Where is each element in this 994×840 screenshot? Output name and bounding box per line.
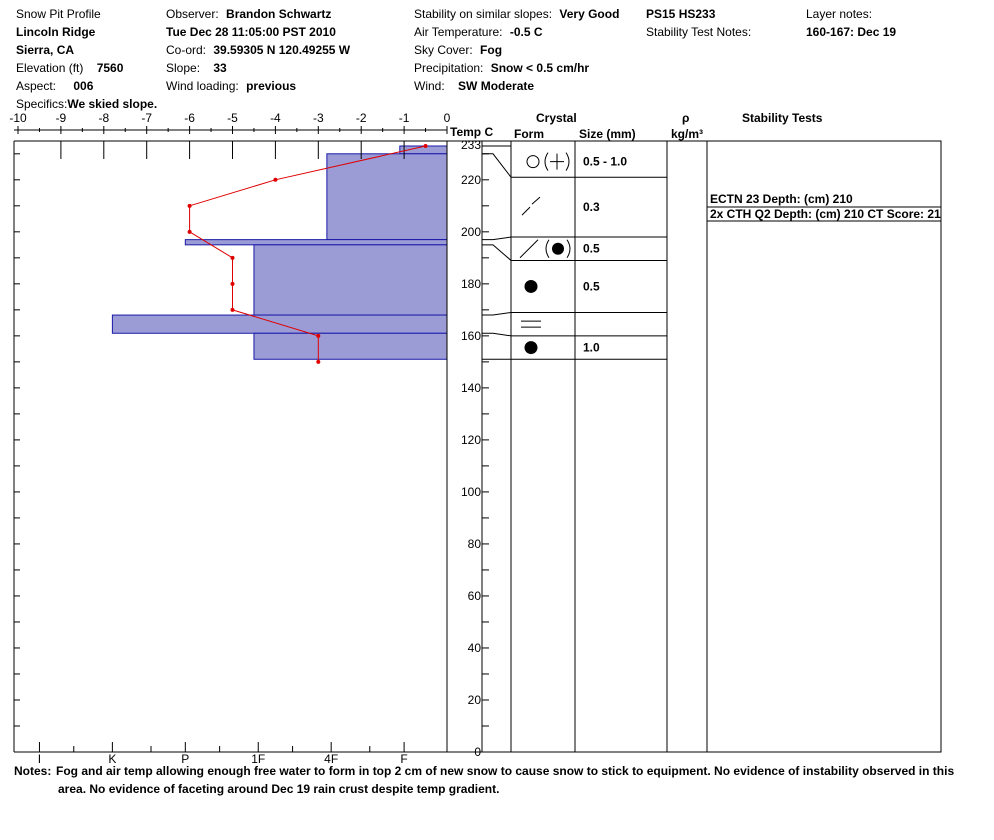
region: Sierra, CA [16, 43, 75, 57]
temp-tick-label: -1 [398, 111, 410, 125]
temp-tick-label: -5 [227, 111, 238, 125]
faceted-rounded-icon [545, 153, 569, 171]
temperature-point-4 [231, 256, 235, 260]
temp-tick-label: -10 [9, 111, 27, 125]
temp-tick-label: -3 [312, 111, 324, 125]
hardness-bar-1 [327, 154, 447, 240]
notes-line-1: Fog and air temp allowing enough free water to form in top 2 cm of new snow to cause snow to stick to equipment. No evidence of instability observed in this [56, 764, 955, 778]
height-tick-label: 0 [474, 745, 481, 759]
coord-value: 39.59305 N 120.49255 W [213, 43, 351, 57]
temp-tick-label: -9 [55, 111, 67, 125]
height-tick-label: 220 [460, 172, 481, 187]
elevation-value: 7560 [96, 61, 124, 75]
crystal-heading: Crystal [536, 111, 577, 125]
melt-form-icon [525, 341, 538, 354]
temperature-point-6 [231, 308, 235, 312]
melt-form-icon [552, 243, 564, 255]
location: Lincoln Ridge [16, 25, 96, 39]
hardness-label: 4F [324, 752, 339, 766]
crystal-size-1: 0.3 [583, 200, 600, 215]
temperature-point-8 [316, 360, 320, 364]
wind-loading-value: previous [246, 79, 297, 93]
layer-notes-label: Layer notes: [806, 7, 873, 21]
crystal-size-3: 0.5 [583, 279, 600, 294]
temperature-point-7 [316, 334, 320, 338]
temperature-point-2 [188, 204, 192, 208]
crystal-table [482, 146, 941, 359]
decomposing-slash-icon [520, 240, 538, 258]
height-tick-label: 20 [467, 692, 481, 707]
crystal-size-2: 0.5 [583, 241, 600, 256]
height-tick-label: 40 [467, 640, 481, 655]
temp-axis-title: Temp C [450, 125, 494, 139]
sky-label: Sky Cover: [414, 43, 473, 57]
temp-tick-label: 0 [443, 111, 451, 125]
table-frame [482, 141, 941, 752]
hardness-label: P [181, 752, 190, 766]
specifics-value: We skied slope. [67, 97, 158, 111]
rho-unit-heading: kg/m³ [671, 127, 704, 141]
form-heading: Form [514, 127, 544, 141]
temp-tick-label: -4 [270, 111, 281, 125]
layer-connector [482, 312, 511, 315]
height-tick-label: 200 [460, 224, 481, 239]
notes-label: Notes: [14, 764, 52, 778]
wind-loading-label: Wind loading: [166, 79, 239, 93]
decomposing-particle-icon [522, 197, 540, 215]
hardness-axis [38, 742, 408, 766]
temp-tick-label: -8 [98, 111, 110, 125]
layer-connector [482, 237, 511, 240]
temperature-point-0 [424, 144, 428, 148]
wind-label: Wind: [414, 79, 445, 93]
layer-notes-value: 160-167: Dec 19 [806, 25, 897, 39]
size-heading: Size (mm) [579, 127, 636, 141]
slope-label: Slope: [166, 61, 201, 75]
hardness-label: 1F [251, 752, 266, 766]
stability-test-1: ECTN 23 Depth: (cm) 210 [710, 192, 853, 206]
elevation-label: Elevation (ft) [16, 61, 84, 75]
temperature-point-5 [231, 282, 235, 286]
air-temp-value: -0.5 C [509, 25, 543, 39]
height-tick-label: 160 [460, 328, 481, 343]
precip-label: Precipitation: [414, 61, 484, 75]
height-tick-label: 100 [460, 484, 481, 499]
observer-label: Observer: [166, 7, 219, 21]
temperature-axis [9, 111, 450, 159]
melt-form-icon [525, 280, 538, 293]
crystal-size-5: 1.0 [583, 340, 600, 355]
air-temp-label: Air Temperature: [414, 25, 503, 39]
stability-tests-heading: Stability Tests [742, 111, 823, 125]
height-tick-label: 140 [460, 380, 481, 395]
notes-line-2: area. No evidence of faceting around Dec 19 rain crust despite temp gradient. [58, 782, 500, 796]
hardness-bar-3 [254, 245, 447, 315]
slope-value: 33 [213, 61, 227, 75]
coord-label: Co-ord: [166, 43, 207, 57]
stability-value: Very Good [559, 7, 620, 21]
temp-tick-label: -7 [141, 111, 153, 125]
temperature-point-3 [188, 230, 192, 234]
height-tick-label: 120 [460, 432, 481, 447]
ps-hs: PS15 HS233 [646, 7, 716, 21]
hardness-label: K [108, 752, 117, 766]
aspect-label: Aspect: [16, 79, 57, 93]
hardness-bar-2 [185, 240, 447, 245]
pit-title: Snow Pit Profile [16, 7, 101, 21]
height-tick-label: 80 [467, 536, 481, 551]
rho-heading: ρ [682, 111, 690, 125]
height-tick-label: 180 [460, 276, 481, 291]
stability-test-notes-label: Stability Test Notes: [646, 25, 752, 39]
temp-tick-label: -2 [355, 111, 367, 125]
hardness-label: I [37, 752, 42, 766]
sky-value: Fog [480, 43, 503, 57]
precip-value: Snow < 0.5 cm/hr [490, 61, 590, 75]
layer-connector [482, 154, 511, 177]
datetime: Tue Dec 28 11:05:00 PST 2010 [166, 25, 336, 39]
hardness-bar-5 [254, 333, 447, 359]
temperature-point-1 [273, 178, 277, 182]
rounded-grain-icon [527, 156, 539, 168]
stability-test-2: 2x CTH Q2 Depth: (cm) 210 CT Score: 21 [710, 207, 941, 221]
stability-label: Stability on similar slopes: [414, 7, 553, 21]
wind-value: SW Moderate [458, 79, 535, 93]
hardness-layers [112, 146, 447, 359]
crystal-size-0: 0.5 - 1.0 [583, 154, 628, 169]
aspect-value: 006 [73, 79, 94, 93]
observer-value: Brandon Schwartz [226, 7, 332, 21]
specifics-label: Specifics: [16, 97, 68, 111]
temp-tick-label: -6 [184, 111, 195, 125]
height-tick-label: 60 [467, 588, 481, 603]
height-top-label: 233 [460, 138, 481, 152]
hardness-label: F [400, 752, 408, 766]
